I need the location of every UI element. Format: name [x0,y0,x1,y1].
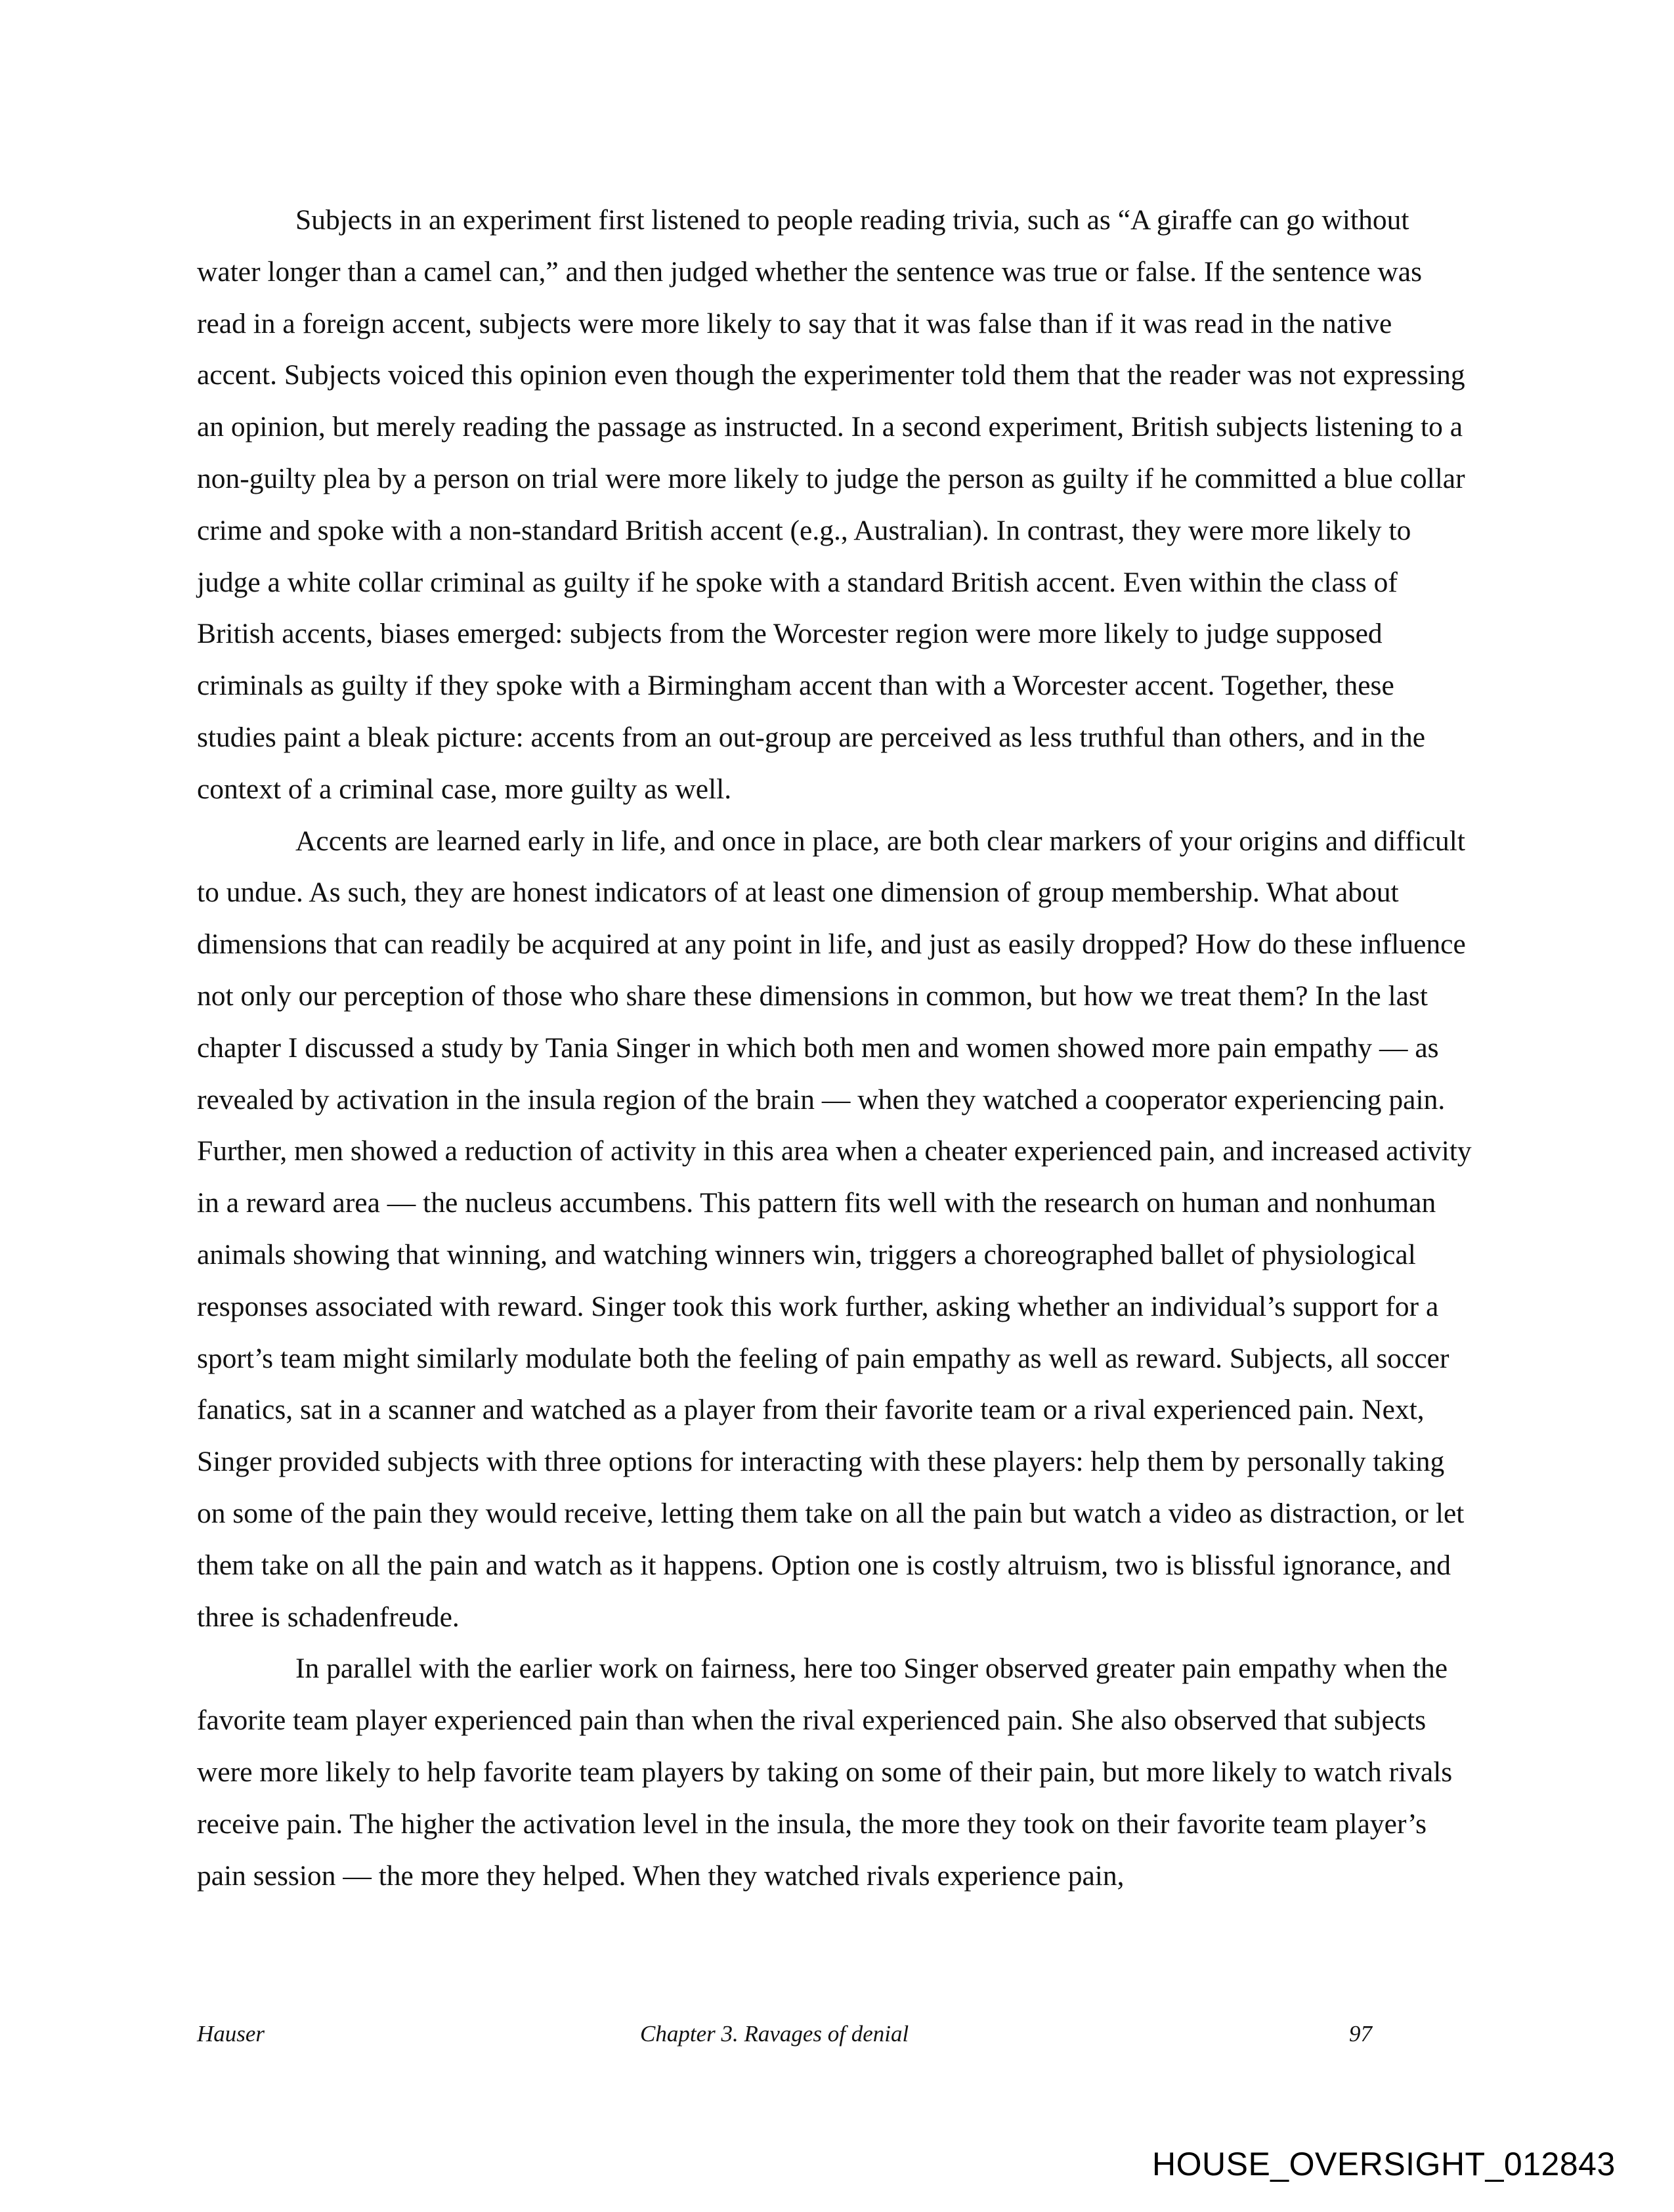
paragraph: In parallel with the earlier work on fairness, here too Singer observed greater pain empathy when the favorite team player experienced pain than when the rival experienced pain. She also observed that subjects were more likely to help favorite team players by taking on some of their pain, but more likely to watch rivals receive pain. The higher the activation level in the insula, the more they took on their favorite team player’s pain session — the more they helped. When they watched rivals experience pain, [197,1653,1453,1892]
paragraph: Accents are learned early in life, and once in place, are both clear markers of your origins and difficult to undue. As such, they are honest indicators of at least one dimension of group membership. What about dimensions that can readily be acquired at any point in life, and just as easily dropped? How do these influence not only our perception of those who share these dimensions in common, but how we treat them? In the last chapter I discussed a study by Tania Singer in which both men and women showed more pain empathy — as revealed by activation in the insula region of the brain — when they watched a cooperator experiencing pain. Further, men showed a reduction of activity in this area when a cheater experienced pain, and increased activity in a reward area — the nucleus accumbens. This pattern fits well with the research on human and nonhuman animals showing that winning, and watching winners win, triggers a choreographed ballet of physiological responses associated with reward. Singer took this work further, asking whether an individual’s support for a sport’s team might similarly modulate both the feeling of pain empathy as well as reward. Subjects, all soccer fanatics, sat in a scanner and watched as a player from their favorite team or a rival experienced pain. Next, Singer provided subjects with three options for interacting with these players: help them by personally taking on some of the pain they would receive, letting them take on all the pain but watch a video as distraction, or let them take on all the pain and watch as it happens. Option one is costly altruism, two is blissful ignorance, and three is schadenfreude. [197,825,1472,1633]
footer-author: Hauser [197,2021,265,2047]
paragraph: Subjects in an experiment first listened to people reading trivia, such as “A giraffe can go without water longer than a camel can,” and then judged whether the sentence was true or false. If the sentence was read in a foreign accent, subjects were more likely to say that it was false than if it was read in the native accent. Subjects voiced this opinion even though the experimenter told them that the reader was not expressing an opinion, but merely reading the passage as instructed. In a second experiment, British subjects listening to a non-guilty plea by a person on trial were more likely to judge the person as guilty if he committed a blue collar crime and spoke with a non-standard British accent (e.g., Australian). In contrast, they were more likely to judge a white collar criminal as guilty if he spoke with a standard British accent. Even within the class of British accents, biases emerged: subjects from the Worcester region were more likely to judge supposed criminals as guilty if they spoke with a Birmingham accent than with a Worcester accent. Together, these studies paint a bleak picture: accents from an out-group are perceived as less truthful than others, and in the context of a criminal case, more guilty as well. [197,204,1465,805]
body-text [197,194,1477,1901]
bates-number: HOUSE_OVERSIGHT_012843 [1152,2146,1616,2182]
footer-chapter-title: Chapter 3. Ravages of denial [640,2021,909,2047]
footer-page-number: 97 [1349,2021,1372,2047]
